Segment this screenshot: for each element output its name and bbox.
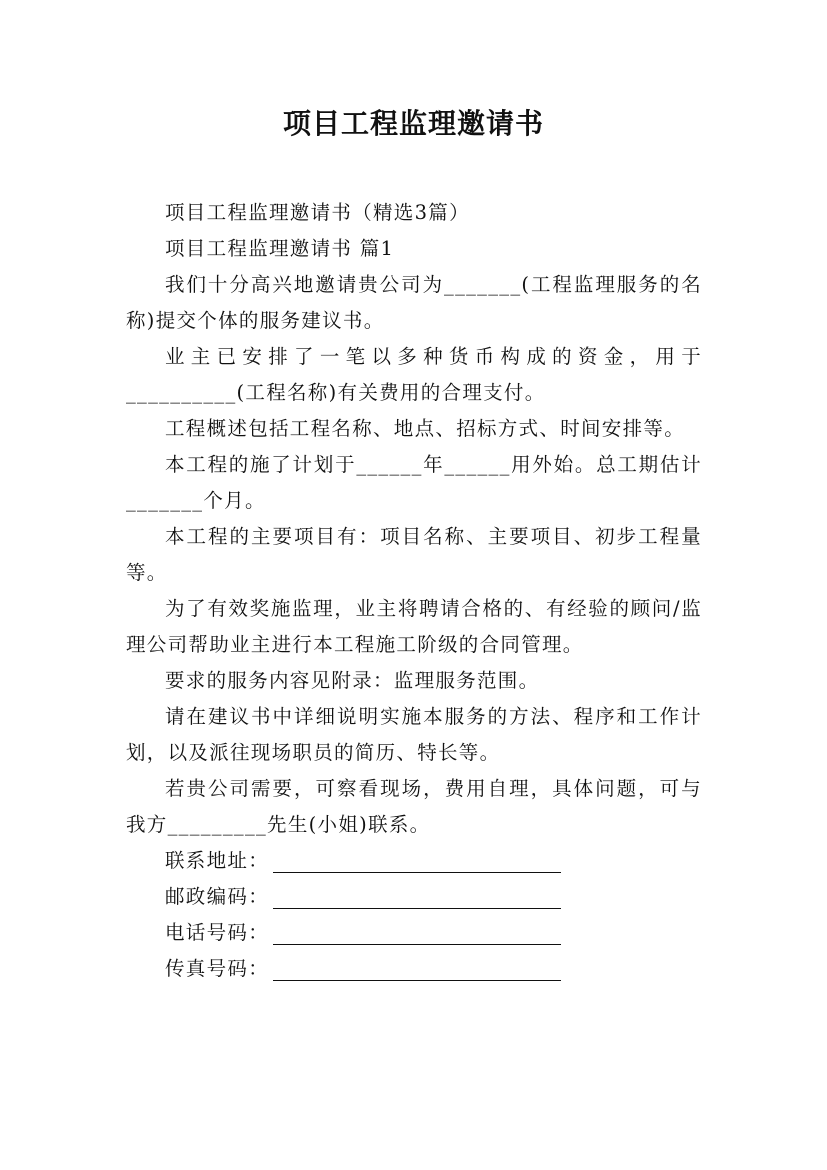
document-body [126,195,702,987]
document-title: 项目工程监理邀请书 [282,107,544,140]
field-line-postcode[interactable] [273,907,561,909]
field-line-phone[interactable] [273,943,561,945]
field-line-fax[interactable] [273,979,561,981]
field-row-fax [126,951,702,987]
section-heading: 项目工程监理邀请书 篇1 [165,237,395,260]
field-line-address[interactable] [273,871,561,873]
paragraph-schedule: 本工程的施了计划于______年______用外始。总工期估计_______个月。 [126,453,702,512]
field-label-phone: 电话号码： [165,921,270,944]
paragraph-main-items: 本工程的主要项目有：项目名称、主要项目、初步工程量等。 [126,525,702,584]
paragraph-consultant: 为了有效奖施监理，业主将聘请合格的、有经验的顾问/监理公司帮助业主进行本工程施工阶级的合同管理。 [126,597,702,656]
subtitle-selection: 项目工程监理邀请书（精选3篇） [165,201,470,224]
field-label-postcode: 邮政编码： [165,885,270,908]
paragraph-overview: 工程概述包括工程名称、地点、招标方式、时间安排等。 [165,417,686,440]
field-row-postcode [126,879,702,915]
field-label-fax: 传真号码： [165,957,270,980]
paragraph-contact: 若贵公司需要，可察看现场，费用自理，具体问题，可与我方_________先生(小姐)联系。 [126,777,702,836]
field-row-phone [126,915,702,951]
paragraph-scope: 要求的服务内容见附录：监理服务范围。 [165,669,540,692]
paragraph-proposal: 请在建议书中详细说明实施本服务的方法、程序和工作计划，以及派往现场职员的简历、特长等。 [126,705,702,764]
field-row-address [126,843,702,879]
paragraph-invitation: 我们十分高兴地邀请贵公司为_______(工程监理服务的名称)提交个体的服务建议书。 [126,273,702,332]
field-label-address: 联系地址： [165,849,270,872]
paragraph-funding: 业主已安排了一笔以多种货币构成的资金，用于__________(工程名称)有关费用的合理支付。 [126,345,702,404]
